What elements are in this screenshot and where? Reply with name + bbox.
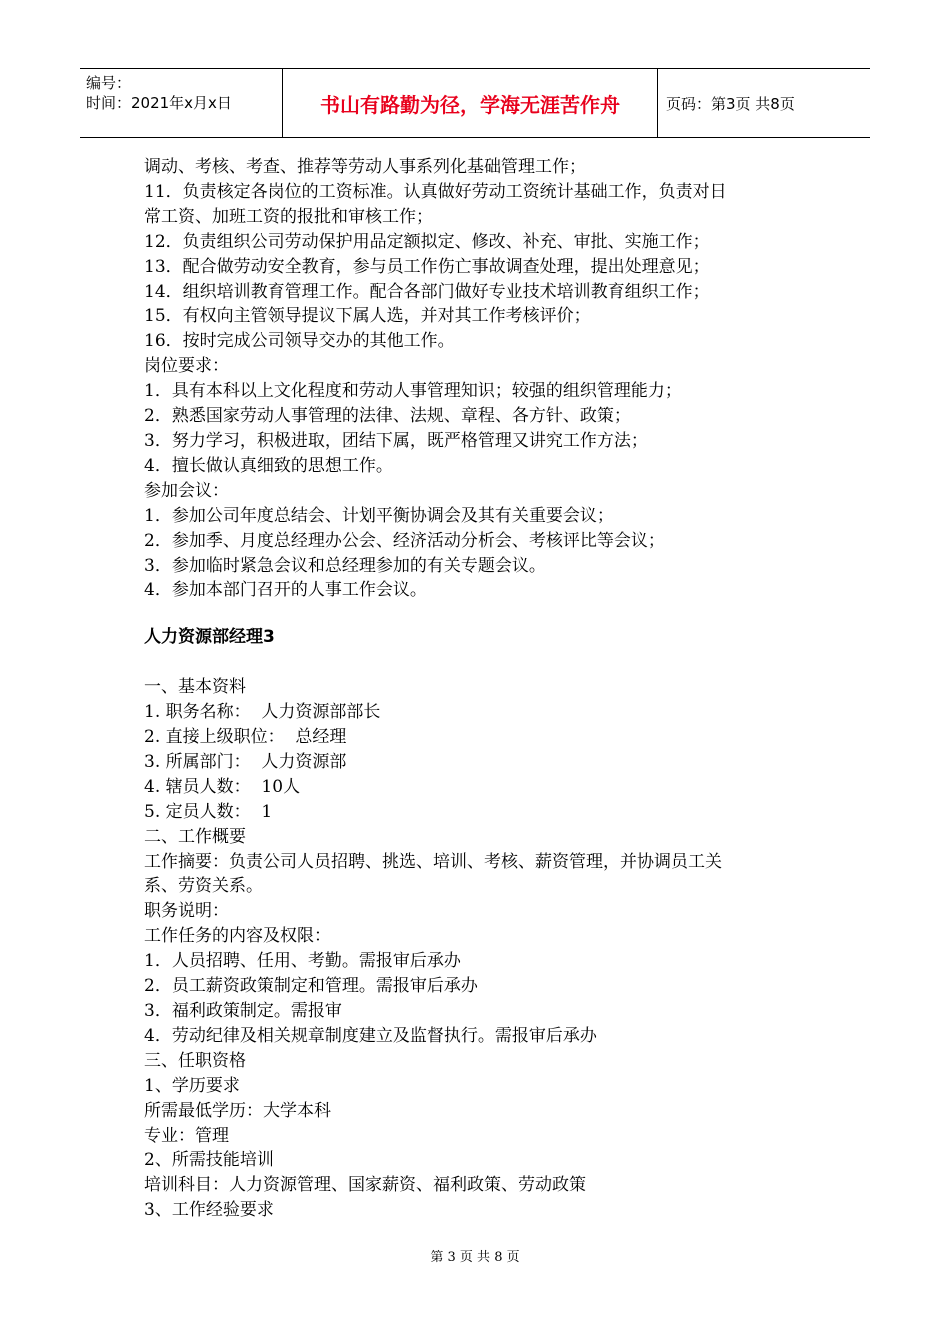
text-line: 2．员工薪资政策制定和管理。需报审后承办: [144, 976, 478, 997]
text-line: 一、基本资料: [144, 677, 246, 698]
job-description-section: [144, 675, 824, 1223]
text-line: 调动、考核、考查、推荐等劳动人事系列化基础管理工作；: [144, 157, 586, 177]
text-line: 4．劳动纪律及相关规章制度建立及监督执行。需报审后承办: [144, 1025, 597, 1046]
text-line: 岗位要求：: [144, 356, 229, 377]
text-line: 三、任职资格: [144, 1050, 246, 1071]
section-title: 人力资源部经理3: [144, 627, 275, 648]
text-line: 3. 所属部门： 人力资源部: [144, 751, 347, 772]
document-body: [144, 155, 824, 1223]
text-line: 参加会议：: [144, 480, 229, 501]
text-line: 1、学历要求: [144, 1075, 240, 1096]
page-footer: 第 3 页 共 8 页: [430, 1250, 520, 1265]
text-line: 3．参加临时紧急会议和总经理参加的有关专题会议。: [144, 555, 546, 576]
text-line: 职务说明：: [144, 901, 229, 922]
text-line: 3．福利政策制定。需报审: [144, 1001, 342, 1021]
text-line: 专业：管理: [144, 1125, 229, 1146]
text-line: 常工资、加班工资的报批和审核工作；: [144, 206, 433, 227]
text-line: 所需最低学历：大学本科: [144, 1100, 331, 1121]
text-line: 1．参加公司年度总结会、计划平衡协调会及其有关重要会议；: [144, 505, 614, 526]
number-label: 编号：: [86, 74, 132, 92]
text-line: 16．按时完成公司领导交办的其他工作。: [144, 331, 455, 352]
text-line: 2、所需技能培训: [144, 1150, 274, 1171]
text-line: 工作任务的内容及权限：: [144, 926, 331, 947]
text-line: 14．组织培训教育管理工作。配合各部门做好专业技术培训教育组织工作；: [144, 281, 710, 302]
responsibilities-section: [144, 155, 824, 603]
header-page-number: 页码：第3页 共8页: [666, 94, 795, 113]
text-line: 1．具有本科以上文化程度和劳动人事管理知识；较强的组织管理能力；: [144, 381, 682, 402]
text-line: 2．熟悉国家劳动人事管理的法律、法规、章程、各方针、政策；: [144, 406, 631, 427]
time-label: 时间：2021年x月x日: [86, 94, 232, 112]
text-line: 15．有权向主管领导提议下属人选，并对其工作考核评价；: [144, 306, 591, 327]
text-line: 5. 定员人数： 1: [144, 801, 273, 822]
text-line: 11．负责核定各岗位的工资标准。认真做好劳动工资统计基础工作，负责对日: [144, 181, 727, 202]
header-motto: 书山有路勤为径，学海无涯苦作舟: [282, 69, 658, 137]
text-line: 3、工作经验要求: [144, 1200, 274, 1221]
text-line: 培训科目：人力资源管理、国家薪资、福利政策、劳动政策: [144, 1175, 586, 1196]
text-line: 4. 辖员人数： 10人: [144, 776, 301, 797]
text-line: 二、工作概要: [144, 826, 246, 847]
text-line: 12．负责组织公司劳动保护用品定额拟定、修改、补充、审批、实施工作；: [144, 231, 710, 252]
header-meta: [80, 69, 282, 137]
text-line: 工作摘要：负责公司人员招聘、挑选、培训、考核、薪资管理，并协调员工关: [144, 851, 722, 872]
text-line: 4．擅长做认真细致的思想工作。: [144, 455, 393, 476]
text-line: 2. 直接上级职位： 总经理: [144, 727, 347, 748]
text-line: 1. 职务名称： 人力资源部部长: [144, 702, 381, 723]
text-line: 2．参加季、月度总经理办公会、经济活动分析会、考核评比等会议；: [144, 530, 665, 551]
page-header: [80, 68, 870, 138]
text-line: 4．参加本部门召开的人事工作会议。: [144, 580, 427, 601]
text-line: 1．人员招聘、任用、考勤。需报审后承办: [144, 951, 461, 972]
text-line: 3．努力学习，积极进取，团结下属，既严格管理又讲究工作方法；: [144, 430, 648, 451]
text-line: 系、劳资关系。: [144, 876, 263, 897]
text-line: 13．配合做劳动安全教育，参与员工作伤亡事故调查处理，提出处理意见；: [144, 256, 710, 277]
